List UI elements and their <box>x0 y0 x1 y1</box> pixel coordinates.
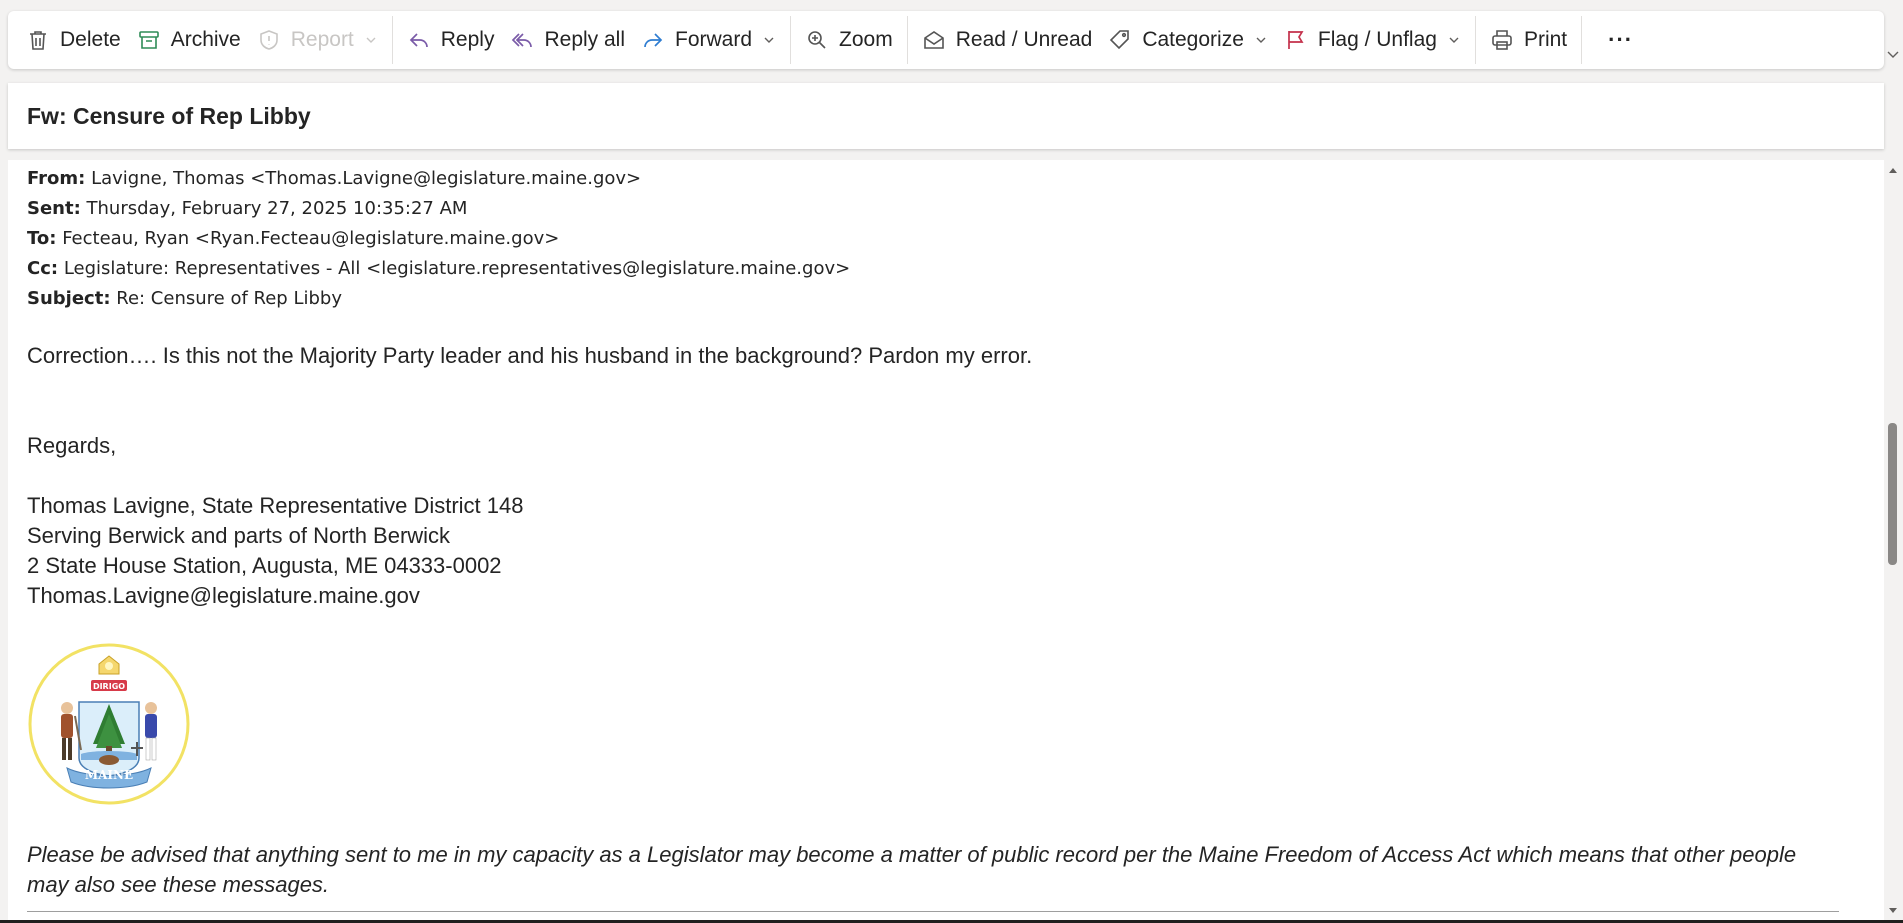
signature-name: Thomas Lavigne, State Representative District 148 <box>27 493 524 518</box>
delete-label: Delete <box>60 28 121 51</box>
reply-all-icon <box>510 28 534 52</box>
scroll-up-arrow-icon[interactable] <box>1888 166 1898 174</box>
signature-address: 2 State House Station, Augusta, ME 04333-0002 <box>27 553 502 578</box>
flag-unflag-label: Flag / Unflag <box>1317 28 1437 51</box>
subject-row <box>27 284 850 314</box>
reply-button[interactable] <box>399 20 503 60</box>
archive-button[interactable] <box>129 20 249 60</box>
forward-label: Forward <box>675 28 753 51</box>
signature-email: Thomas.Lavigne@legislature.maine.gov <box>27 583 420 608</box>
report-button[interactable] <box>249 20 386 60</box>
print-label: Print <box>1523 28 1568 51</box>
subject-label: Subject: <box>27 288 111 309</box>
divider <box>27 911 1839 912</box>
report-label: Report <box>290 28 354 51</box>
seal-name: MAINE <box>84 768 134 782</box>
more-actions-button[interactable] <box>1588 20 1653 60</box>
printer-icon <box>1490 28 1514 52</box>
message-subject-header <box>8 83 1884 149</box>
read-unread-label: Read / Unread <box>955 28 1093 51</box>
signature-serving: Serving Berwick and parts of North Berwick <box>27 523 451 548</box>
message-body-line: Correction…. Is this not the Majority Party leader and his husband in the background? Pardon my error. <box>27 343 1033 368</box>
reply-icon <box>407 28 431 52</box>
scroll-down-arrow-icon[interactable] <box>1888 907 1898 915</box>
chevron-down-icon[interactable] <box>364 33 378 47</box>
reply-label: Reply <box>440 28 495 51</box>
envelope-open-icon <box>922 28 946 52</box>
flag-icon <box>1284 28 1308 52</box>
to-value: Fecteau, Ryan <Ryan.Fecteau@legislature.maine.gov> <box>62 228 560 249</box>
read-unread-button[interactable] <box>914 20 1101 60</box>
reply-all-label: Reply all <box>544 28 626 51</box>
categorize-button[interactable] <box>1100 20 1276 60</box>
from-label: From: <box>27 168 86 189</box>
cc-value: Legislature: Representatives - All <legislature.representatives@legislature.maine.gov> <box>63 258 851 279</box>
cc-row <box>27 254 850 284</box>
chevron-down-icon[interactable] <box>1254 33 1268 47</box>
toolbar-divider <box>1581 16 1582 64</box>
forward-icon <box>641 28 665 52</box>
archive-icon <box>137 28 161 52</box>
command-toolbar <box>8 11 1884 69</box>
cc-label: Cc: <box>27 258 59 279</box>
scrollbar-thumb[interactable] <box>1888 423 1897 565</box>
reading-pane-scrollbar[interactable] <box>1884 160 1903 923</box>
zoom-icon <box>805 28 829 52</box>
page-title: Fw: Censure of Rep Libby <box>27 102 311 129</box>
to-label: To: <box>27 228 57 249</box>
maine-seal-logo <box>27 642 191 806</box>
print-button[interactable] <box>1482 20 1575 60</box>
zoom-label: Zoom <box>839 28 893 51</box>
archive-label: Archive <box>170 28 241 51</box>
signature-regards: Regards, <box>27 433 117 458</box>
public-record-disclaimer: Please be advised that anything sent to me in my capacity as a Legislator may become a matter of public record per the Maine Freedom of Access Act which means that other people may also see these messages. <box>27 842 1797 897</box>
from-row <box>27 164 850 194</box>
categorize-label: Categorize <box>1142 28 1244 51</box>
chevron-down-icon[interactable] <box>762 33 776 47</box>
zoom-button[interactable] <box>797 20 901 60</box>
tag-icon <box>1108 28 1132 52</box>
toolbar-divider <box>392 16 393 64</box>
shield-icon <box>257 28 281 52</box>
forward-button[interactable] <box>633 20 784 60</box>
subject-value: Re: Censure of Rep Libby <box>116 288 342 309</box>
reply-all-button[interactable] <box>502 20 633 60</box>
more-icon: ··· <box>1608 27 1634 52</box>
sent-row <box>27 194 850 224</box>
delete-button[interactable] <box>18 20 129 60</box>
chevron-down-icon[interactable] <box>1447 33 1461 47</box>
toolbar-divider <box>1475 16 1476 64</box>
sent-label: Sent: <box>27 198 81 219</box>
flag-unflag-button[interactable] <box>1276 20 1469 60</box>
seal-motto: DIRIGO <box>92 682 126 691</box>
to-row <box>27 224 850 254</box>
trash-icon <box>26 28 50 52</box>
forwarded-header-block <box>27 164 850 314</box>
toolbar-divider <box>790 16 791 64</box>
message-reading-pane <box>8 160 1884 923</box>
sent-value: Thursday, February 27, 2025 10:35:27 AM <box>86 198 468 219</box>
from-value: Lavigne, Thomas <Thomas.Lavigne@legislature.maine.gov> <box>91 168 642 189</box>
toolbar-divider <box>907 16 908 64</box>
chevron-down-icon[interactable] <box>1885 46 1901 62</box>
